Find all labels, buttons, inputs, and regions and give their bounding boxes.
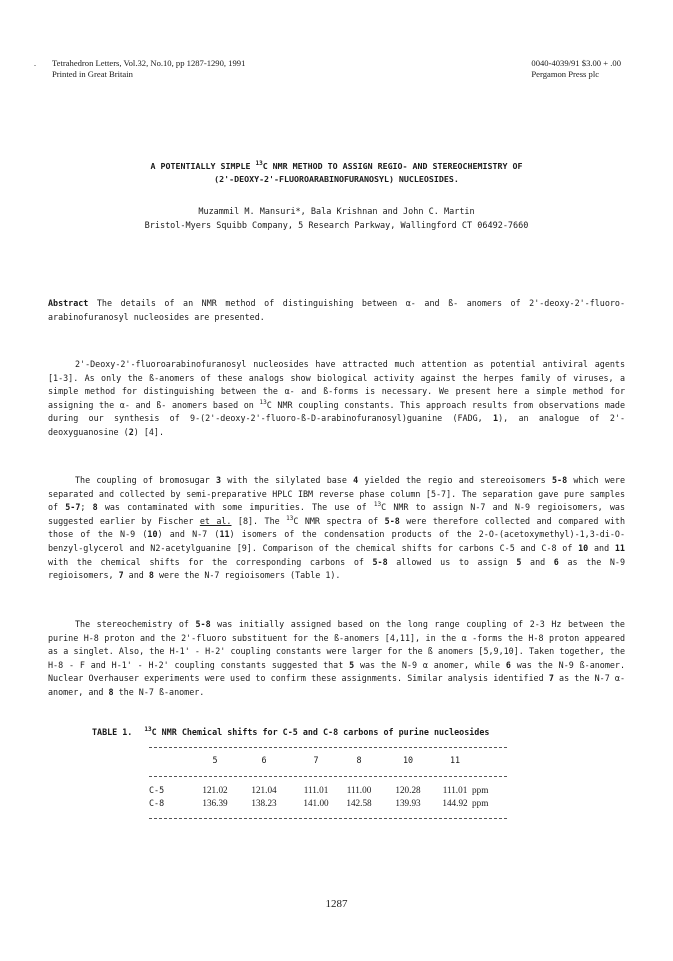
p2-text: as the N-9 regioisomers, — [48, 556, 625, 581]
article-title — [48, 160, 625, 186]
author-names: Muzammil M. Mansuri*, Bala Krishnan and John C. Martin — [198, 207, 475, 217]
compound-ref: 11 — [614, 542, 625, 553]
p3-text: as the N-7 α-anomer, and — [48, 673, 625, 697]
compound-ref: 2 — [128, 426, 134, 437]
p2-text: with the silylated base — [221, 475, 354, 485]
p2-text: which were separated and collected by semi-preparative HPLC IBM reverse phase column [5-7]. The separation gave pure samples of — [48, 475, 626, 513]
table-cell: 121.02 — [202, 785, 228, 795]
p2-text: with the chemical shifts for the corresponding carbons of — [48, 556, 373, 567]
p2-text: C NMR spectra of — [293, 515, 385, 526]
table-rule-bottom — [149, 818, 507, 819]
table-caption-text: C NMR Chemical shifts for C-5 and C-8 carbons of purine nucleosides — [151, 727, 490, 737]
table-unit: ppm — [472, 798, 489, 808]
author-block — [48, 205, 625, 233]
p2-text: C NMR to assign N-7 and N-9 regioisomers, was suggested earlier by Fischer — [48, 502, 625, 526]
table-caption-superscript: 13 — [144, 726, 152, 733]
table-label: TABLE 1. — [92, 727, 133, 737]
p3-text: was initially assigned based on the long range coupling of 2-3 Hz between the purine H-8 proton and the 2'-fluoro substituent for the ß-anomers [4,11], in the α -forms the H-8 proton appeared as a singlet. Also, the H-1' - H-2' coupling constants were larger for the ß anomers [5,9,10]. Taken together, the H-8 - F and H-1' - H-2' coupling constants suggested that — [48, 619, 625, 670]
title-line-2: (2'-DEOXY-2'-FLUOROARABINOFURANOSYL) NUCLEOSIDES. — [214, 174, 459, 184]
compound-ref: 5-8 — [551, 475, 568, 485]
compound-ref: 5 — [349, 659, 355, 670]
p2-text: [8]. The — [231, 515, 287, 526]
table-cell: 141.00 — [303, 798, 329, 808]
table-column-header: 6 — [261, 755, 267, 765]
table-row-label: C-8 — [149, 798, 165, 808]
p3-text: the N-7 ß-anomer. — [113, 686, 205, 697]
table-cell: 121.04 — [251, 785, 277, 795]
p2-text: were therefore collected and compared with those of the N-9 ( — [48, 515, 625, 540]
title-line-1 — [48, 160, 625, 173]
p2-text: ) isomers of the condensation products of the 2-O-(acetoxymethyl)-1,3-di-O-benzyl-glycerol and N2-acetylguanine [9]. Comparison of the chemical shifts for carbons C-5 and C-8 of — [48, 529, 625, 553]
p2-superscript: 13 — [373, 501, 382, 509]
table-cell: 120.28 — [395, 785, 421, 795]
table-column-header: 8 — [356, 755, 362, 765]
title-text-a: A POTENTIALLY SIMPLE — [150, 161, 256, 171]
compound-ref: 5 — [516, 556, 522, 567]
abstract — [48, 297, 625, 324]
compound-ref: 5-8 — [195, 619, 211, 629]
compound-ref: 4 — [353, 475, 359, 485]
compound-ref: 6 — [553, 556, 559, 567]
compound-ref: 3 — [215, 475, 222, 485]
p2-text: was contaminated with some impurities. The use of — [97, 502, 374, 513]
p3-text: The stereochemistry of — [75, 619, 196, 629]
table-cell: 111.01 — [303, 785, 329, 795]
p2-text: and — [123, 570, 149, 581]
p2-text: were the N-7 regioisomers (Table 1). — [153, 570, 341, 581]
table-rule-top — [149, 747, 507, 748]
compound-ref: 8 — [92, 502, 98, 513]
table-cell: 111.01 — [442, 785, 468, 795]
p2-text: allowed us to assign — [387, 556, 517, 567]
table-row-label: C-5 — [149, 785, 165, 795]
compound-ref: 11 — [219, 529, 230, 540]
table-column-header: 11 — [449, 755, 461, 765]
p1-text: C NMR coupling constants. This approach results from observations made during our synthesis of 9-(2'-deoxy-2'-fluoro-ß-D-arabinofuranosyl)guanine (FADG, — [48, 399, 626, 424]
title-text-b: C NMR METHOD TO ASSIGN REGIO- AND STEREOCHEMISTRY OF — [262, 161, 523, 171]
printed-in-line: Printed in Great Britain — [52, 69, 133, 79]
p1-text: 2'-Deoxy-2'-fluoroarabinofuranosyl nucleosides have attracted much attention as potential antiviral agents [1-3]. As only the ß-anomers of these analogs show biological activity against the herpes family of viruses, a simple method for distinguishing between the α- and ß-forms is necessary. We present here a simple method for assigning the α- and ß- anomers based on — [48, 359, 625, 410]
table-cell: 111.00 — [346, 785, 372, 795]
margin-mark: . — [34, 59, 36, 68]
title-superscript: 13 — [255, 160, 263, 167]
p3-text: was the N-9 α anomer, while — [354, 659, 506, 670]
et-al: et al. — [199, 515, 232, 526]
journal-citation-line: Tetrahedron Letters, Vol.32, No.10, pp 1287-1290, 1991 — [52, 58, 246, 68]
table-header — [149, 754, 529, 767]
p2-text: ) and N-7 ( — [157, 529, 220, 540]
p1-text: ), an analogue of 2'-deoxyguanosine ( — [48, 413, 625, 437]
table-cell: 138.23 — [251, 798, 277, 808]
compound-ref: 5-7 — [65, 502, 81, 513]
table-cell: 144.92 — [442, 798, 468, 808]
affiliation: Bristol-Myers Squibb Company, 5 Research Parkway, Wallingford CT 06492-7660 — [144, 221, 529, 231]
table-row — [149, 784, 529, 797]
publisher-info — [531, 58, 621, 80]
compound-ref: 5-8 — [384, 515, 400, 526]
compound-ref: 8 — [148, 570, 154, 581]
p2-text: and — [521, 556, 554, 567]
p1-superscript: 13 — [259, 398, 267, 406]
publisher-name: Pergamon Press plc — [531, 69, 600, 79]
price-code: 0040-4039/91 $3.00 + .00 — [531, 58, 621, 68]
compound-ref: 6 — [505, 659, 511, 670]
table-column-header: 10 — [402, 755, 414, 765]
p2-superscript: 13 — [286, 514, 294, 522]
p3-text: was the N-9 ß-anomer. Nuclear Overhauser experiments were used to confirm these assignments. Similar analysis identified — [48, 659, 625, 684]
compound-ref: 10 — [147, 529, 158, 540]
paragraph-2 — [48, 474, 625, 583]
p1-text: ) [4]. — [133, 426, 164, 437]
table-header-row — [149, 754, 529, 767]
compound-ref: 10 — [578, 542, 589, 553]
table-body — [149, 784, 529, 810]
p2-text: yielded the regio and stereoisomers — [358, 475, 552, 485]
abstract-text: The details of an NMR method of distinguishing between α- and ß- anomers of 2'-deoxy-2'-fluoro-arabinofuranosyl nucleosides are presented. — [48, 298, 625, 322]
table-column-header: 7 — [313, 755, 319, 765]
p2-text: ; — [80, 502, 93, 513]
table-unit: ppm — [472, 785, 489, 795]
compound-ref: 8 — [108, 686, 114, 697]
table-cell: 136.39 — [202, 798, 228, 808]
table-row — [149, 797, 529, 810]
page-number: 1287 — [325, 898, 348, 910]
journal-citation — [52, 58, 245, 80]
table-caption — [92, 727, 489, 737]
compound-ref: 5-8 — [372, 556, 388, 567]
abstract-label: Abstract — [48, 298, 89, 308]
paragraph-3 — [48, 618, 625, 700]
paragraph-1 — [48, 358, 625, 440]
compound-ref: 7 — [548, 673, 554, 684]
p2-text: and — [588, 542, 615, 553]
table-cell: 139.93 — [395, 798, 421, 808]
p2-text: The coupling of bromosugar — [75, 475, 216, 485]
table-rule-mid — [149, 776, 507, 777]
compound-ref: 7 — [118, 570, 124, 581]
table-column-header: 5 — [212, 755, 218, 765]
table-cell: 142.58 — [346, 798, 372, 808]
compound-ref: 1 — [493, 413, 499, 424]
